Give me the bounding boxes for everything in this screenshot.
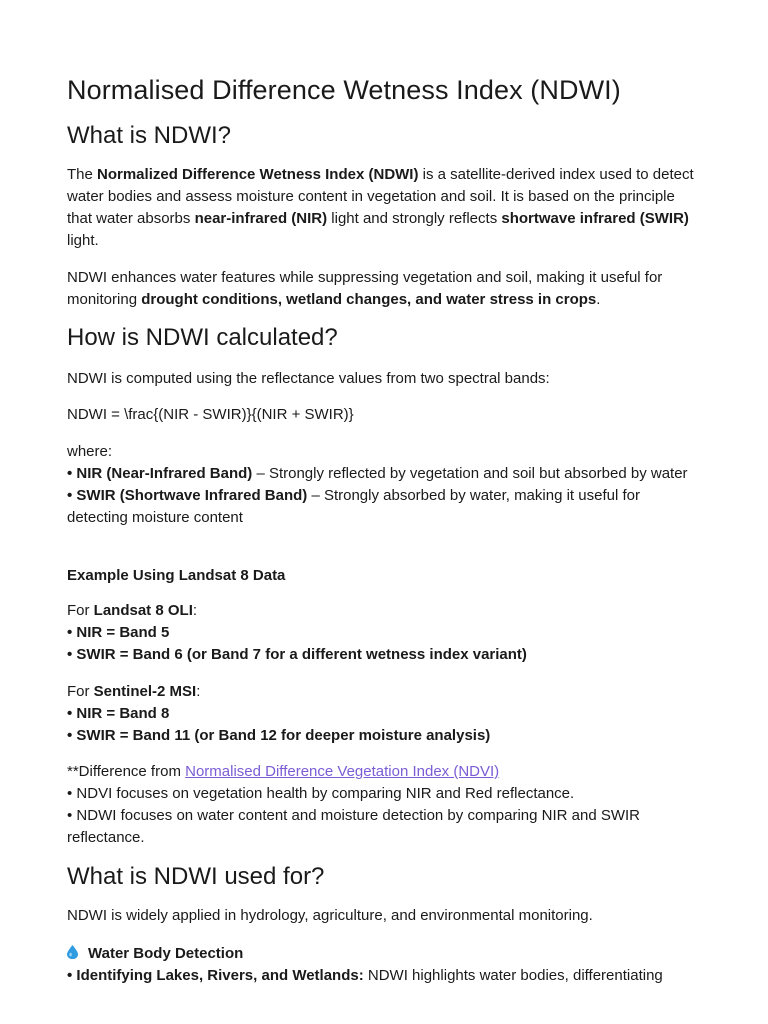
section-heading-used-for: What is NDWI used for? — [67, 863, 325, 890]
sentinel-nir — [67, 703, 697, 725]
paragraph-definition — [67, 164, 697, 252]
text: light. — [67, 232, 99, 249]
landsat-block — [67, 600, 697, 666]
landsat-nir — [67, 622, 697, 644]
difference-label — [67, 761, 697, 783]
band-definitions — [67, 441, 697, 529]
bold-text: Example Using Landsat 8 Data — [67, 567, 286, 584]
sentinel-label — [67, 681, 697, 703]
landsat-swir — [67, 644, 697, 666]
bold-text: • NIR = Band 5 — [67, 624, 170, 641]
bold-text: Sentinel-2 MSI — [93, 683, 197, 700]
bullet-lakes-rivers — [67, 965, 697, 987]
bold-text: • SWIR = Band 6 (or Band 7 for a different wetness index variant) — [67, 646, 527, 663]
text: For — [67, 683, 94, 700]
difference-block — [67, 761, 697, 849]
text: **Difference from — [67, 763, 186, 780]
bold-text: drought conditions, wetland changes, and water stress in crops — [141, 291, 597, 308]
section-heading-calculated: How is NDWI calculated? — [67, 324, 338, 351]
text: . — [596, 291, 601, 308]
bold-text: • Identifying Lakes, Rivers, and Wetlands: — [67, 967, 364, 984]
landsat-label — [67, 600, 697, 622]
paragraph-computed: NDWI is computed using the reflectance values from two spectral bands: — [67, 370, 550, 387]
sentinel-swir — [67, 725, 697, 747]
paragraph-enhances — [67, 267, 697, 311]
bold-text: • SWIR = Band 11 (or Band 12 for deeper moisture analysis) — [67, 727, 491, 744]
text: NDWI enhances water features while suppressing vegetation and soil, making it useful for monitoring — [67, 269, 663, 308]
text: The — [67, 166, 98, 183]
bold-text: Normalized Difference Wetness Index (NDWI) — [97, 166, 419, 183]
text: light and strongly reflects — [327, 210, 502, 227]
bold-text: • NIR (Near-Infrared Band) — [67, 465, 253, 482]
bold-text: Water Body Detection — [88, 945, 244, 962]
text: NDWI highlights water bodies, differentiating — [363, 967, 663, 984]
nir-definition — [67, 463, 697, 485]
text: – Strongly absorbed by water, making it useful for detecting moisture content — [67, 487, 640, 526]
bold-text: Landsat 8 OLI — [93, 602, 193, 619]
bold-text: shortwave infrared (SWIR) — [501, 210, 689, 227]
swir-definition — [67, 485, 697, 529]
paragraph-applied: NDWI is widely applied in hydrology, agriculture, and environmental monitoring. — [67, 907, 593, 924]
text: For — [67, 602, 94, 619]
text: : — [192, 602, 198, 619]
difference-ndwi: • NDWI focuses on water content and moisture detection by comparing NIR and SWIR reflectance. — [67, 807, 641, 846]
page-title: Normalised Difference Wetness Index (NDWI) — [67, 75, 621, 105]
text: : — [196, 683, 201, 700]
text: is a satellite-derived index used to detect water bodies and assess moisture content in vegetation and soil. It is based on the principle that water absorbs — [67, 166, 694, 227]
section-heading-what-is: What is NDWI? — [67, 122, 232, 149]
water-drop-icon — [67, 944, 78, 958]
where-label: where: — [67, 443, 113, 460]
bold-text: • NIR = Band 8 — [67, 705, 170, 722]
subheading-water-body — [67, 943, 697, 965]
ndvi-link[interactable]: Normalised Difference Vegetation Index (NDVI) — [185, 763, 500, 780]
example-heading — [67, 565, 697, 587]
difference-ndvi: • NDVI focuses on vegetation health by comparing NIR and Red reflectance. — [67, 785, 575, 802]
bold-text: near-infrared (NIR) — [194, 210, 328, 227]
text: – Strongly reflected by vegetation and soil but absorbed by water — [252, 465, 688, 482]
sentinel-block — [67, 681, 697, 747]
bold-text: • SWIR (Shortwave Infrared Band) — [67, 487, 308, 504]
formula: NDWI = \frac{(NIR - SWIR)}{(NIR + SWIR)} — [67, 406, 354, 423]
